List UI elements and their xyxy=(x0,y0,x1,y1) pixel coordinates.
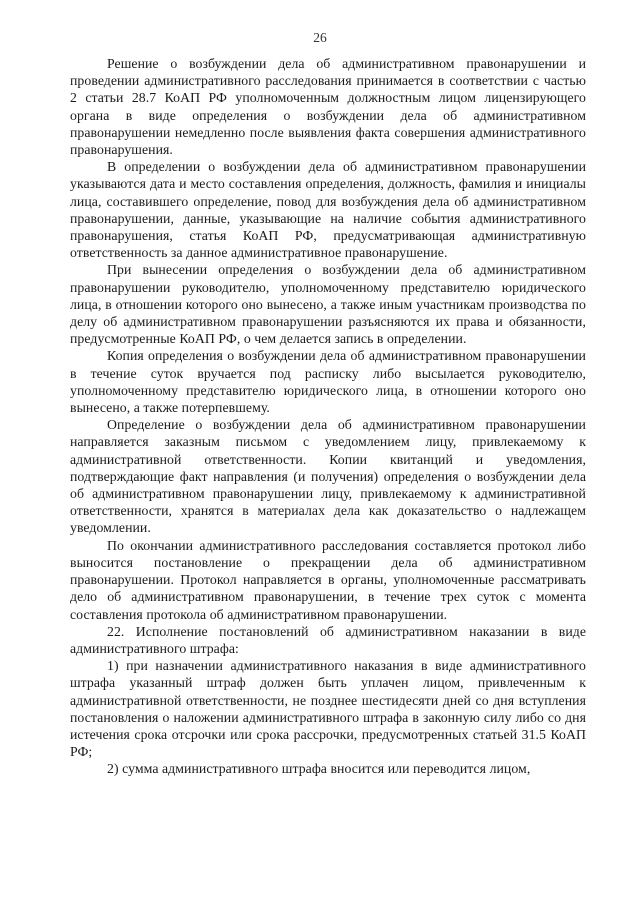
paragraph-item-2: 2) сумма административного штрафа вносится или переводится лицом, xyxy=(107,761,531,777)
paragraph-item-1: 1) при назначении административного наказания в виде административного штрафа указанный штраф должен быть уплачен лицом, привлеченным к административной ответственности, не позднее шестидесяти дней со дня вступления постановления о наложении административного штрафа в законную силу либо со дня истечения срока отсрочки или срока рассрочки, предусмотренных статьей 31.5 КоАП РФ; xyxy=(70,658,586,760)
paragraph-decision-initiation: Решение о возбуждении дела об административном правонарушении и проведении административного расследования принимается в соответствии с частью 2 статьи 28.7 КоАП РФ уполномоченным должностным лицом лицензирующего органа в виде определения о возбуждении дела об административном правонарушении немедленно после выявления факта совершения административного правонарушения. xyxy=(70,56,586,158)
page-number: 26 xyxy=(313,30,327,45)
paragraph-investigation-end: По окончании административного расследования составляется протокол либо выносится постановление о прекращении дела об административном правонарушении. Протокол направляется в органы, уполномоченные рассматривать дело об административном правонарушении, в течение трех суток с момента составления протокола об административном правонарушении. xyxy=(70,537,586,622)
document-body xyxy=(70,55,586,778)
paragraph-copy-delivery: Копия определения о возбуждении дела об административном правонарушении в течение суток вручается под расписку либо высылается руководителю, уполномоченному представителю юридического лица, в отношении которого оно вынесено, а также потерпевшему. xyxy=(70,348,586,416)
paragraph-rights-explanation: При вынесении определения о возбуждении дела об административном правонарушении руководителю, уполномоченному представителю юридического лица, в отношении которого оно вынесено, а также иным участникам производства по делу об административном правонарушении разъясняются их права и обязанности, предусмотренные КоАП РФ, о чем делается запись в определении. xyxy=(70,262,586,347)
paragraph-registered-mail: Определение о возбуждении дела об административном правонарушении направляется заказным письмом с уведомлением лицу, привлекаемому к административной ответственности. Копии квитанций и уведомления, подтверждающие факт направления (и получения) определения о возбуждении дела об административном правонарушении лицу, привлекаемому к административной ответственности, хранятся в материалах дела как доказательство о надлежащем уведомлении. xyxy=(70,417,586,536)
paragraph-determination-contents: В определении о возбуждении дела об административном правонарушении указываются дата и место составления определения, должность, фамилия и инициалы лица, составившего определение, повод для возбуждения дела об административном правонарушении, данные, указывающие на наличие события административного правонарушения, статья КоАП РФ, предусматривающая административную ответственность за данное административное правонарушение. xyxy=(70,159,586,261)
paragraph-section-22-heading: 22. Исполнение постановлений об административном наказании в виде административного штрафа: xyxy=(70,623,586,656)
